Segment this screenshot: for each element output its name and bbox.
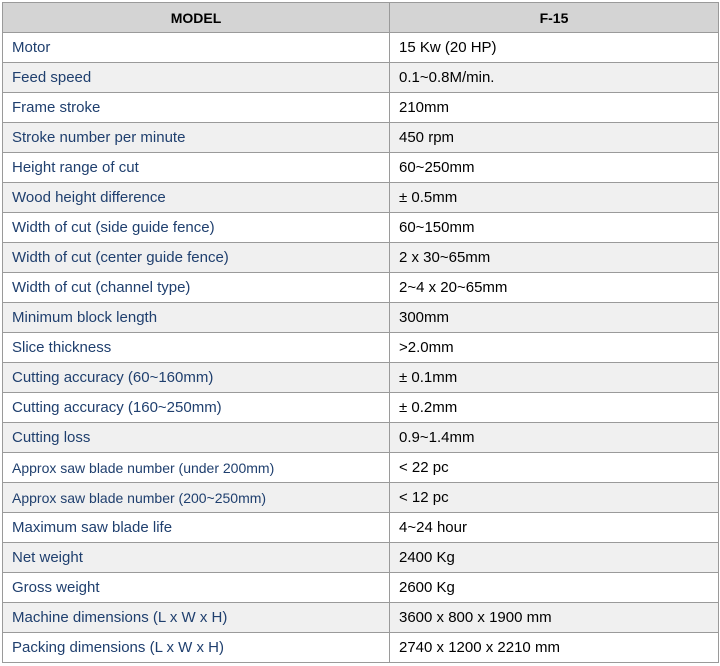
spec-row-blade-life — [3, 513, 719, 543]
spec-row-feed-speed — [3, 63, 719, 93]
spec-value: < 12 pc — [390, 483, 719, 513]
spec-value: 0.9~1.4mm — [390, 423, 719, 453]
spec-label: Machine dimensions (L x W x H) — [3, 603, 390, 633]
spec-row-accuracy-60-160 — [3, 363, 719, 393]
spec-label: Stroke number per minute — [3, 123, 390, 153]
spec-value: 2600 Kg — [390, 573, 719, 603]
spec-value: 60~250mm — [390, 153, 719, 183]
spec-row-stroke-number — [3, 123, 719, 153]
spec-label: Approx saw blade number (200~250mm) — [3, 483, 390, 513]
spec-value: ± 0.5mm — [390, 183, 719, 213]
spec-row-width-side-fence — [3, 213, 719, 243]
spec-label: Approx saw blade number (under 200mm) — [3, 453, 390, 483]
spec-row-slice-thickness — [3, 333, 719, 363]
spec-label: Width of cut (side guide fence) — [3, 213, 390, 243]
spec-label: Frame stroke — [3, 93, 390, 123]
spec-table — [2, 2, 719, 663]
spec-value: ± 0.1mm — [390, 363, 719, 393]
spec-label: Width of cut (center guide fence) — [3, 243, 390, 273]
model-header-value: F-15 — [390, 3, 719, 33]
spec-value: 2400 Kg — [390, 543, 719, 573]
spec-row-accuracy-160-250 — [3, 393, 719, 423]
spec-value: 60~150mm — [390, 213, 719, 243]
spec-value: 450 rpm — [390, 123, 719, 153]
spec-label: Gross weight — [3, 573, 390, 603]
spec-row-height-range — [3, 153, 719, 183]
spec-value: 2740 x 1200 x 2210 mm — [390, 633, 719, 663]
spec-row-width-channel — [3, 273, 719, 303]
spec-row-blade-number-200-250 — [3, 483, 719, 513]
spec-row-wood-height-difference — [3, 183, 719, 213]
spec-label: Minimum block length — [3, 303, 390, 333]
spec-value: 15 Kw (20 HP) — [390, 33, 719, 63]
spec-row-frame-stroke — [3, 93, 719, 123]
spec-value: ± 0.2mm — [390, 393, 719, 423]
spec-row-cutting-loss — [3, 423, 719, 453]
spec-row-width-center-fence — [3, 243, 719, 273]
model-header-label: MODEL — [3, 3, 390, 33]
spec-label: Maximum saw blade life — [3, 513, 390, 543]
spec-label: Packing dimensions (L x W x H) — [3, 633, 390, 663]
spec-label: Height range of cut — [3, 153, 390, 183]
spec-label: Feed speed — [3, 63, 390, 93]
spec-row-machine-dimensions — [3, 603, 719, 633]
spec-row-gross-weight — [3, 573, 719, 603]
spec-value: 300mm — [390, 303, 719, 333]
spec-label: Width of cut (channel type) — [3, 273, 390, 303]
spec-row-min-block-length — [3, 303, 719, 333]
spec-row-blade-number-under-200 — [3, 453, 719, 483]
spec-value: 2 x 30~65mm — [390, 243, 719, 273]
spec-label: Motor — [3, 33, 390, 63]
spec-value: < 22 pc — [390, 453, 719, 483]
spec-label: Cutting accuracy (160~250mm) — [3, 393, 390, 423]
spec-value: 210mm — [390, 93, 719, 123]
spec-row-motor — [3, 33, 719, 63]
header-row — [3, 3, 719, 33]
spec-label: Slice thickness — [3, 333, 390, 363]
spec-label: Net weight — [3, 543, 390, 573]
spec-value: 2~4 x 20~65mm — [390, 273, 719, 303]
spec-value: 4~24 hour — [390, 513, 719, 543]
spec-row-net-weight — [3, 543, 719, 573]
spec-label: Cutting accuracy (60~160mm) — [3, 363, 390, 393]
spec-row-packing-dimensions — [3, 633, 719, 663]
spec-value: >2.0mm — [390, 333, 719, 363]
spec-label: Wood height difference — [3, 183, 390, 213]
spec-value: 0.1~0.8M/min. — [390, 63, 719, 93]
spec-label: Cutting loss — [3, 423, 390, 453]
spec-value: 3600 x 800 x 1900 mm — [390, 603, 719, 633]
